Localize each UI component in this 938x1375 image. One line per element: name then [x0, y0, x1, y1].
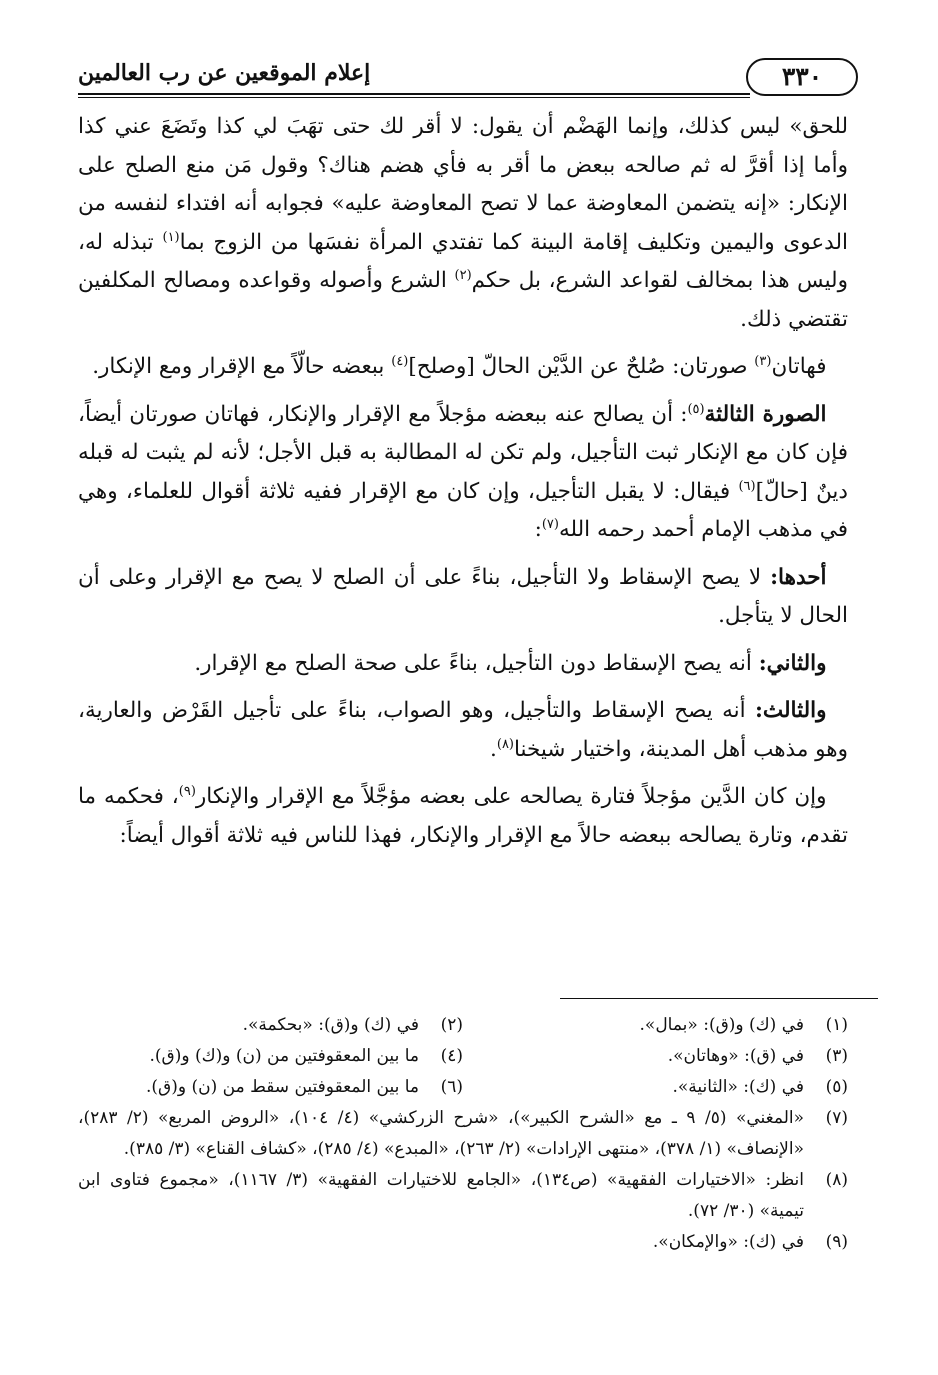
footnote-row — [78, 1010, 848, 1041]
paragraph-6: والثالث: أنه يصح الإسقاط والتأجيل، وهو الصواب، بناءً على تأجيل القَرْض والعارية، وهو مذهب أهل المدينة، واختيار شيخنا$^{(٨)}$. — [78, 698, 848, 762]
header-rule-thin — [78, 97, 750, 98]
page-number: ٣٣٠ — [746, 58, 858, 96]
running-title: إعلام الموقعين عن رب العالمين — [78, 60, 371, 86]
paragraph-2: فهاتان$^{(٣)}$ صورتان: صُلحٌ عن الدَّيْن الحالّ [وصلح]$^{(٤)}$ ببعضه حالّاً مع الإقرار ومع الإنكار. — [92, 353, 827, 379]
footnote-3: (٣) في (ق): «وهاتان». — [667, 1046, 848, 1066]
header-rule — [78, 93, 750, 95]
paragraph-3: الصورة الثالثة$^{(٥)}$: أن يصالح عنه ببعضه مؤجلاً مع الإقرار والإنكار، فهاتان صورتان أيضاً، فإن كان مع الإنكار ثبت التأجيل، ولم تكن له المطالبة به قبل الأجل؛ لأنه لم يثبت له قبله دينٌ [حالّ]$^{(٦)}$ فيقال: لا يقبل التأجيل، وإن كان مع الإقرار ففيه ثلاثة أقوال للعلماء، وهي في مذهب الإمام أحمد رحمه الله$^{(٧)}$: — [78, 401, 848, 542]
paragraph-4: أحدها: لا يصح الإسقاط ولا التأجيل، بناءً على أن الصلح لا يصح مع الإقرار وعلى أن الحال لا يتأجل. — [78, 564, 848, 628]
footnote-8: (٨) انظر: «الاختيارات الفقهية» (ص١٣٤)، «الجامع للاختيارات الفقهية» (٣/ ١١٦٧)، «مجموع فتاوى ابن تيمية» (٣٠/ ٧٢). — [78, 1170, 848, 1221]
footnote-2: (٢) في (ك) و(ق): «بحكمة». — [242, 1015, 463, 1035]
footnote-9: (٩) في (ك): «والإمكان». — [652, 1232, 848, 1252]
paragraph-5: والثاني: أنه يصح الإسقاط دون التأجيل، بناءً على صحة الصلح مع الإقرار. — [194, 650, 827, 676]
footnotes — [78, 1010, 848, 1258]
footnote-4: (٤) ما بين المعقوفتين من (ن) و(ك) و(ق). — [149, 1046, 463, 1066]
footnote-1: (١) في (ك) و(ق): «بمال». — [639, 1015, 848, 1035]
footnote-7: (٧) «المغني» (٥/ ٩ ـ مع «الشرح الكبير»)، «شرح الزركشي» (٤/ ١٠٤)، «الروض المربع» (٢/ ٢٨٣)، «الإنصاف» (١/ ٣٧٨)، «منتهى الإرادات» (٢/ ٢٦٣)، «المبدع» (٤/ ٢٨٥)، «كشاف القناع» (٣/ ٣٨٥). — [78, 1108, 848, 1159]
main-text — [78, 108, 848, 855]
footnote-separator — [560, 998, 878, 999]
paragraph-7: وإن كان الدَّين مؤجلاً فتارة يصالحه على بعضه مؤجَّلاً مع الإقرار والإنكار$^{(٩)}$، فحكمه ما تقدم، وتارة يصالحه ببعضه حالاً مع الإقرار والإنكار، فهذا للناس فيه ثلاثة أقوال أيضاً: — [78, 783, 848, 848]
paragraph-1: للحق» ليس كذلك، وإنما الهَضْم أن يقول: لا أقر لك حتى تهَبَ لي كذا وتَضَعَ عني كذا وأما إذا أقرَّ له ثم صالحه ببعض ما أقر به فأي هضم هناك؟ وقول مَن منع الصلح على الإنكار: «إنه يتضمن المعاوضة عما لا تصح المعاوضة عليه» فجوابه أنه افتداء لنفسه من الدعوى واليمين وتكليف إقامة البينة كما تفتدي المرأة نفسَها من الزوج بما$^{(١)}$ تبذله له، وليس هذا بمخالف لقواعد الشرع، بل حكم$^{(٢)}$ الشرع وأصوله وقواعده ومصالح المكلفين تقتضي ذلك. — [78, 114, 848, 332]
footnote-row — [78, 1072, 848, 1103]
footnote-row — [78, 1041, 848, 1072]
page-header — [78, 52, 858, 100]
footnote-6: (٦) ما بين المعقوفتين سقط من (ن) و(ق). — [146, 1077, 463, 1097]
footnote-5: (٥) في (ك): «الثانية». — [672, 1077, 848, 1097]
